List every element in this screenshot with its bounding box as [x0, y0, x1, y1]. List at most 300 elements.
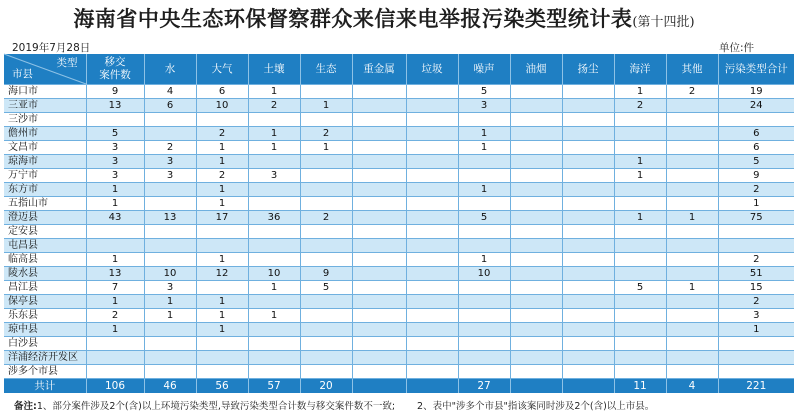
value-cell: 5: [718, 155, 794, 169]
city-cell: 定安县: [4, 225, 86, 239]
report-date: 2019年7月28日: [12, 42, 91, 54]
value-cell: [666, 309, 718, 323]
total-cell: 46: [144, 379, 196, 394]
value-cell: [248, 197, 300, 211]
value-cell: [144, 113, 196, 127]
value-cell: [248, 337, 300, 351]
value-cell: [614, 253, 666, 267]
city-cell: 三沙市: [4, 113, 86, 127]
value-cell: [614, 127, 666, 141]
value-cell: [352, 99, 406, 113]
value-cell: 2: [196, 169, 248, 183]
value-cell: [196, 113, 248, 127]
value-cell: [510, 253, 562, 267]
value-cell: [510, 197, 562, 211]
value-cell: [510, 183, 562, 197]
transfer-label-1: 移交: [104, 56, 126, 68]
value-cell: 1: [196, 309, 248, 323]
value-cell: [562, 253, 614, 267]
value-cell: [406, 211, 458, 225]
value-cell: [614, 337, 666, 351]
value-cell: [196, 365, 248, 379]
value-cell: 2: [300, 127, 352, 141]
value-cell: [352, 309, 406, 323]
value-cell: 2: [248, 99, 300, 113]
value-cell: [300, 323, 352, 337]
total-cell: 106: [86, 379, 144, 394]
value-cell: [352, 141, 406, 155]
value-cell: [406, 295, 458, 309]
value-cell: [718, 113, 794, 127]
value-cell: [510, 169, 562, 183]
value-cell: 4: [144, 85, 196, 99]
value-cell: 13: [144, 211, 196, 225]
value-cell: [86, 225, 144, 239]
corner-city-label: 市县: [12, 68, 33, 80]
value-cell: [300, 295, 352, 309]
value-cell: [718, 337, 794, 351]
value-cell: [510, 351, 562, 365]
table-row: [4, 127, 794, 141]
table-row: [4, 141, 794, 155]
value-cell: [144, 323, 196, 337]
value-cell: [352, 155, 406, 169]
value-cell: [614, 113, 666, 127]
value-cell: 1: [458, 141, 510, 155]
value-cell: 3: [86, 169, 144, 183]
value-cell: [352, 323, 406, 337]
value-cell: 1: [86, 253, 144, 267]
value-cell: [352, 127, 406, 141]
table-row: [4, 225, 794, 239]
column-header: 海洋: [614, 54, 666, 85]
value-cell: [614, 267, 666, 281]
value-cell: 1: [144, 309, 196, 323]
value-cell: 2: [144, 141, 196, 155]
value-cell: 6: [196, 85, 248, 99]
value-cell: [144, 183, 196, 197]
total-cell: 4: [666, 379, 718, 394]
value-cell: 1: [248, 141, 300, 155]
total-cell: 27: [458, 379, 510, 394]
value-cell: [718, 239, 794, 253]
value-cell: [510, 281, 562, 295]
value-cell: [510, 337, 562, 351]
value-cell: [352, 239, 406, 253]
value-cell: [562, 295, 614, 309]
value-cell: 13: [86, 267, 144, 281]
value-cell: [458, 323, 510, 337]
city-cell: 乐东县: [4, 309, 86, 323]
value-cell: [352, 267, 406, 281]
value-cell: [406, 183, 458, 197]
table-row: [4, 211, 794, 225]
value-cell: [86, 239, 144, 253]
value-cell: [458, 113, 510, 127]
value-cell: 1: [86, 295, 144, 309]
value-cell: [666, 127, 718, 141]
column-header: 噪声: [458, 54, 510, 85]
city-cell: 澄迈县: [4, 211, 86, 225]
value-cell: [614, 295, 666, 309]
value-cell: 1: [666, 211, 718, 225]
value-cell: [300, 113, 352, 127]
value-cell: [86, 351, 144, 365]
value-cell: 2: [666, 85, 718, 99]
value-cell: [300, 239, 352, 253]
value-cell: [458, 351, 510, 365]
value-cell: 5: [458, 85, 510, 99]
value-cell: [300, 85, 352, 99]
table-row: [4, 295, 794, 309]
value-cell: [614, 183, 666, 197]
value-cell: [666, 323, 718, 337]
value-cell: [510, 323, 562, 337]
value-cell: [562, 239, 614, 253]
value-cell: 10: [144, 267, 196, 281]
value-cell: [458, 155, 510, 169]
value-cell: [666, 225, 718, 239]
value-cell: [406, 225, 458, 239]
value-cell: [562, 309, 614, 323]
value-cell: [406, 169, 458, 183]
value-cell: [352, 211, 406, 225]
value-cell: [562, 99, 614, 113]
value-cell: [352, 183, 406, 197]
column-header: [86, 54, 144, 85]
value-cell: 3: [86, 155, 144, 169]
value-cell: [458, 169, 510, 183]
value-cell: 1: [196, 253, 248, 267]
footnote: [14, 398, 654, 412]
total-cell: [406, 379, 458, 394]
corner-header: [4, 54, 86, 85]
value-cell: 1: [196, 141, 248, 155]
value-cell: 1: [86, 323, 144, 337]
value-cell: [614, 323, 666, 337]
value-cell: 5: [458, 211, 510, 225]
city-cell: 临高县: [4, 253, 86, 267]
table-row: [4, 197, 794, 211]
value-cell: [406, 253, 458, 267]
value-cell: 5: [614, 281, 666, 295]
value-cell: 1: [196, 155, 248, 169]
value-cell: 1: [458, 127, 510, 141]
value-cell: [614, 225, 666, 239]
total-cell: [510, 379, 562, 394]
total-cell: [562, 379, 614, 394]
value-cell: [352, 85, 406, 99]
value-cell: [406, 309, 458, 323]
city-cell: 琼海市: [4, 155, 86, 169]
value-cell: 1: [458, 183, 510, 197]
column-header: 大气: [196, 54, 248, 85]
value-cell: [144, 337, 196, 351]
note-label: 备注:: [14, 401, 37, 412]
value-cell: 6: [718, 127, 794, 141]
batch-text: (第十四批): [632, 15, 695, 30]
value-cell: 3: [718, 309, 794, 323]
value-cell: [406, 141, 458, 155]
value-cell: [248, 351, 300, 365]
value-cell: [458, 337, 510, 351]
value-cell: 24: [718, 99, 794, 113]
value-cell: [248, 365, 300, 379]
value-cell: [196, 337, 248, 351]
value-cell: [352, 253, 406, 267]
value-cell: [300, 253, 352, 267]
value-cell: [718, 365, 794, 379]
value-cell: [666, 169, 718, 183]
value-cell: [562, 85, 614, 99]
value-cell: [300, 351, 352, 365]
value-cell: [86, 337, 144, 351]
note-item-1: 1、部分案件涉及2个(含)以上环境污染类型,导致污染类型合计数与移交案件数不一致;: [36, 401, 396, 412]
column-header: 土壤: [248, 54, 300, 85]
transfer-label-2: 案件数: [99, 69, 131, 81]
value-cell: 6: [144, 99, 196, 113]
value-cell: [510, 85, 562, 99]
value-cell: [248, 239, 300, 253]
table-row: [4, 85, 794, 99]
value-cell: [718, 225, 794, 239]
table-row: [4, 351, 794, 365]
city-cell: 涉多个市县: [4, 365, 86, 379]
value-cell: 36: [248, 211, 300, 225]
value-cell: [562, 113, 614, 127]
value-cell: [86, 113, 144, 127]
value-cell: 3: [144, 155, 196, 169]
value-cell: 2: [718, 253, 794, 267]
table-row: [4, 337, 794, 351]
value-cell: [352, 225, 406, 239]
value-cell: [352, 365, 406, 379]
value-cell: [562, 267, 614, 281]
table-row: [4, 155, 794, 169]
value-cell: [510, 225, 562, 239]
value-cell: [562, 141, 614, 155]
value-cell: [718, 351, 794, 365]
total-cell: 221: [718, 379, 794, 394]
value-cell: 1: [614, 211, 666, 225]
value-cell: [510, 141, 562, 155]
note-item-2: 2、表中"涉多个市县"指该案同时涉及2个(含)以上市县。: [417, 401, 655, 412]
city-cell: 东方市: [4, 183, 86, 197]
value-cell: [458, 281, 510, 295]
value-cell: 1: [614, 155, 666, 169]
column-header: 油烟: [510, 54, 562, 85]
value-cell: 3: [458, 99, 510, 113]
value-cell: [562, 127, 614, 141]
value-cell: [666, 183, 718, 197]
value-cell: 3: [144, 169, 196, 183]
total-cell: [352, 379, 406, 394]
value-cell: [510, 267, 562, 281]
value-cell: [196, 225, 248, 239]
value-cell: [144, 365, 196, 379]
value-cell: [196, 239, 248, 253]
value-cell: [352, 337, 406, 351]
value-cell: 1: [196, 295, 248, 309]
value-cell: [510, 365, 562, 379]
city-cell: 儋州市: [4, 127, 86, 141]
value-cell: [666, 239, 718, 253]
value-cell: [666, 253, 718, 267]
value-cell: [562, 365, 614, 379]
value-cell: 1: [666, 281, 718, 295]
total-cell: 20: [300, 379, 352, 394]
value-cell: 1: [300, 99, 352, 113]
value-cell: 7: [86, 281, 144, 295]
value-cell: 9: [86, 85, 144, 99]
value-cell: [458, 225, 510, 239]
column-header: 扬尘: [562, 54, 614, 85]
value-cell: [406, 99, 458, 113]
value-cell: 1: [248, 281, 300, 295]
value-cell: 1: [614, 85, 666, 99]
value-cell: [666, 295, 718, 309]
value-cell: [614, 197, 666, 211]
table-row: [4, 183, 794, 197]
city-cell: 万宁市: [4, 169, 86, 183]
city-cell: 屯昌县: [4, 239, 86, 253]
value-cell: 1: [248, 127, 300, 141]
table-row: [4, 113, 794, 127]
value-cell: 1: [300, 141, 352, 155]
value-cell: 5: [86, 127, 144, 141]
value-cell: 15: [718, 281, 794, 295]
value-cell: 2: [300, 211, 352, 225]
value-cell: 3: [248, 169, 300, 183]
value-cell: 9: [718, 169, 794, 183]
value-cell: [510, 309, 562, 323]
value-cell: [406, 323, 458, 337]
value-cell: [458, 309, 510, 323]
value-cell: [562, 169, 614, 183]
value-cell: [406, 197, 458, 211]
value-cell: [510, 99, 562, 113]
value-cell: [300, 155, 352, 169]
value-cell: [352, 169, 406, 183]
value-cell: [666, 365, 718, 379]
value-cell: [614, 309, 666, 323]
value-cell: 1: [458, 253, 510, 267]
value-cell: [562, 155, 614, 169]
city-cell: 三亚市: [4, 99, 86, 113]
value-cell: 1: [248, 309, 300, 323]
value-cell: 1: [196, 197, 248, 211]
total-label: 共计: [4, 379, 86, 394]
value-cell: [510, 127, 562, 141]
value-cell: 75: [718, 211, 794, 225]
value-cell: [458, 239, 510, 253]
value-cell: [614, 365, 666, 379]
column-header: 其他: [666, 54, 718, 85]
city-cell: 昌江县: [4, 281, 86, 295]
city-cell: 五指山市: [4, 197, 86, 211]
value-cell: [510, 239, 562, 253]
value-cell: 2: [718, 295, 794, 309]
value-cell: 1: [86, 197, 144, 211]
total-cell: 56: [196, 379, 248, 394]
value-cell: [144, 127, 196, 141]
value-cell: [406, 113, 458, 127]
value-cell: 19: [718, 85, 794, 99]
value-cell: [562, 197, 614, 211]
value-cell: [352, 295, 406, 309]
value-cell: [352, 113, 406, 127]
city-cell: 保亭县: [4, 295, 86, 309]
value-cell: 1: [718, 323, 794, 337]
value-cell: [666, 351, 718, 365]
value-cell: [300, 365, 352, 379]
value-cell: 6: [718, 141, 794, 155]
value-cell: [300, 225, 352, 239]
value-cell: [144, 225, 196, 239]
value-cell: 2: [718, 183, 794, 197]
value-cell: 1: [248, 85, 300, 99]
value-cell: [510, 113, 562, 127]
column-header: 生态: [300, 54, 352, 85]
value-cell: 2: [86, 309, 144, 323]
value-cell: [458, 197, 510, 211]
value-cell: [248, 323, 300, 337]
value-cell: [666, 267, 718, 281]
value-cell: 3: [144, 281, 196, 295]
value-cell: [352, 351, 406, 365]
city-cell: 白沙县: [4, 337, 86, 351]
value-cell: [406, 155, 458, 169]
value-cell: [300, 197, 352, 211]
column-header: 污染类型合计: [718, 54, 794, 85]
value-cell: 1: [614, 169, 666, 183]
value-cell: [248, 253, 300, 267]
value-cell: [300, 337, 352, 351]
table-row: [4, 365, 794, 379]
city-cell: 洋浦经济开发区: [4, 351, 86, 365]
value-cell: [300, 309, 352, 323]
value-cell: [248, 225, 300, 239]
table-title: [0, 3, 768, 33]
value-cell: 17: [196, 211, 248, 225]
city-cell: 陵水县: [4, 267, 86, 281]
value-cell: 2: [614, 99, 666, 113]
value-cell: [248, 183, 300, 197]
value-cell: [196, 351, 248, 365]
value-cell: [406, 365, 458, 379]
city-cell: 海口市: [4, 85, 86, 99]
value-cell: 10: [458, 267, 510, 281]
value-cell: 43: [86, 211, 144, 225]
value-cell: 1: [196, 183, 248, 197]
value-cell: 9: [300, 267, 352, 281]
value-cell: 2: [196, 127, 248, 141]
value-cell: [562, 211, 614, 225]
table-row: [4, 239, 794, 253]
value-cell: [562, 281, 614, 295]
value-cell: [144, 351, 196, 365]
value-cell: [144, 197, 196, 211]
title-text: 海南省中央生态环保督察群众来信来电举报污染类型统计表: [73, 7, 633, 31]
value-cell: 5: [300, 281, 352, 295]
table-row: [4, 169, 794, 183]
value-cell: [406, 239, 458, 253]
value-cell: [562, 183, 614, 197]
value-cell: [666, 197, 718, 211]
value-cell: 3: [86, 141, 144, 155]
value-cell: 13: [86, 99, 144, 113]
value-cell: [510, 295, 562, 309]
